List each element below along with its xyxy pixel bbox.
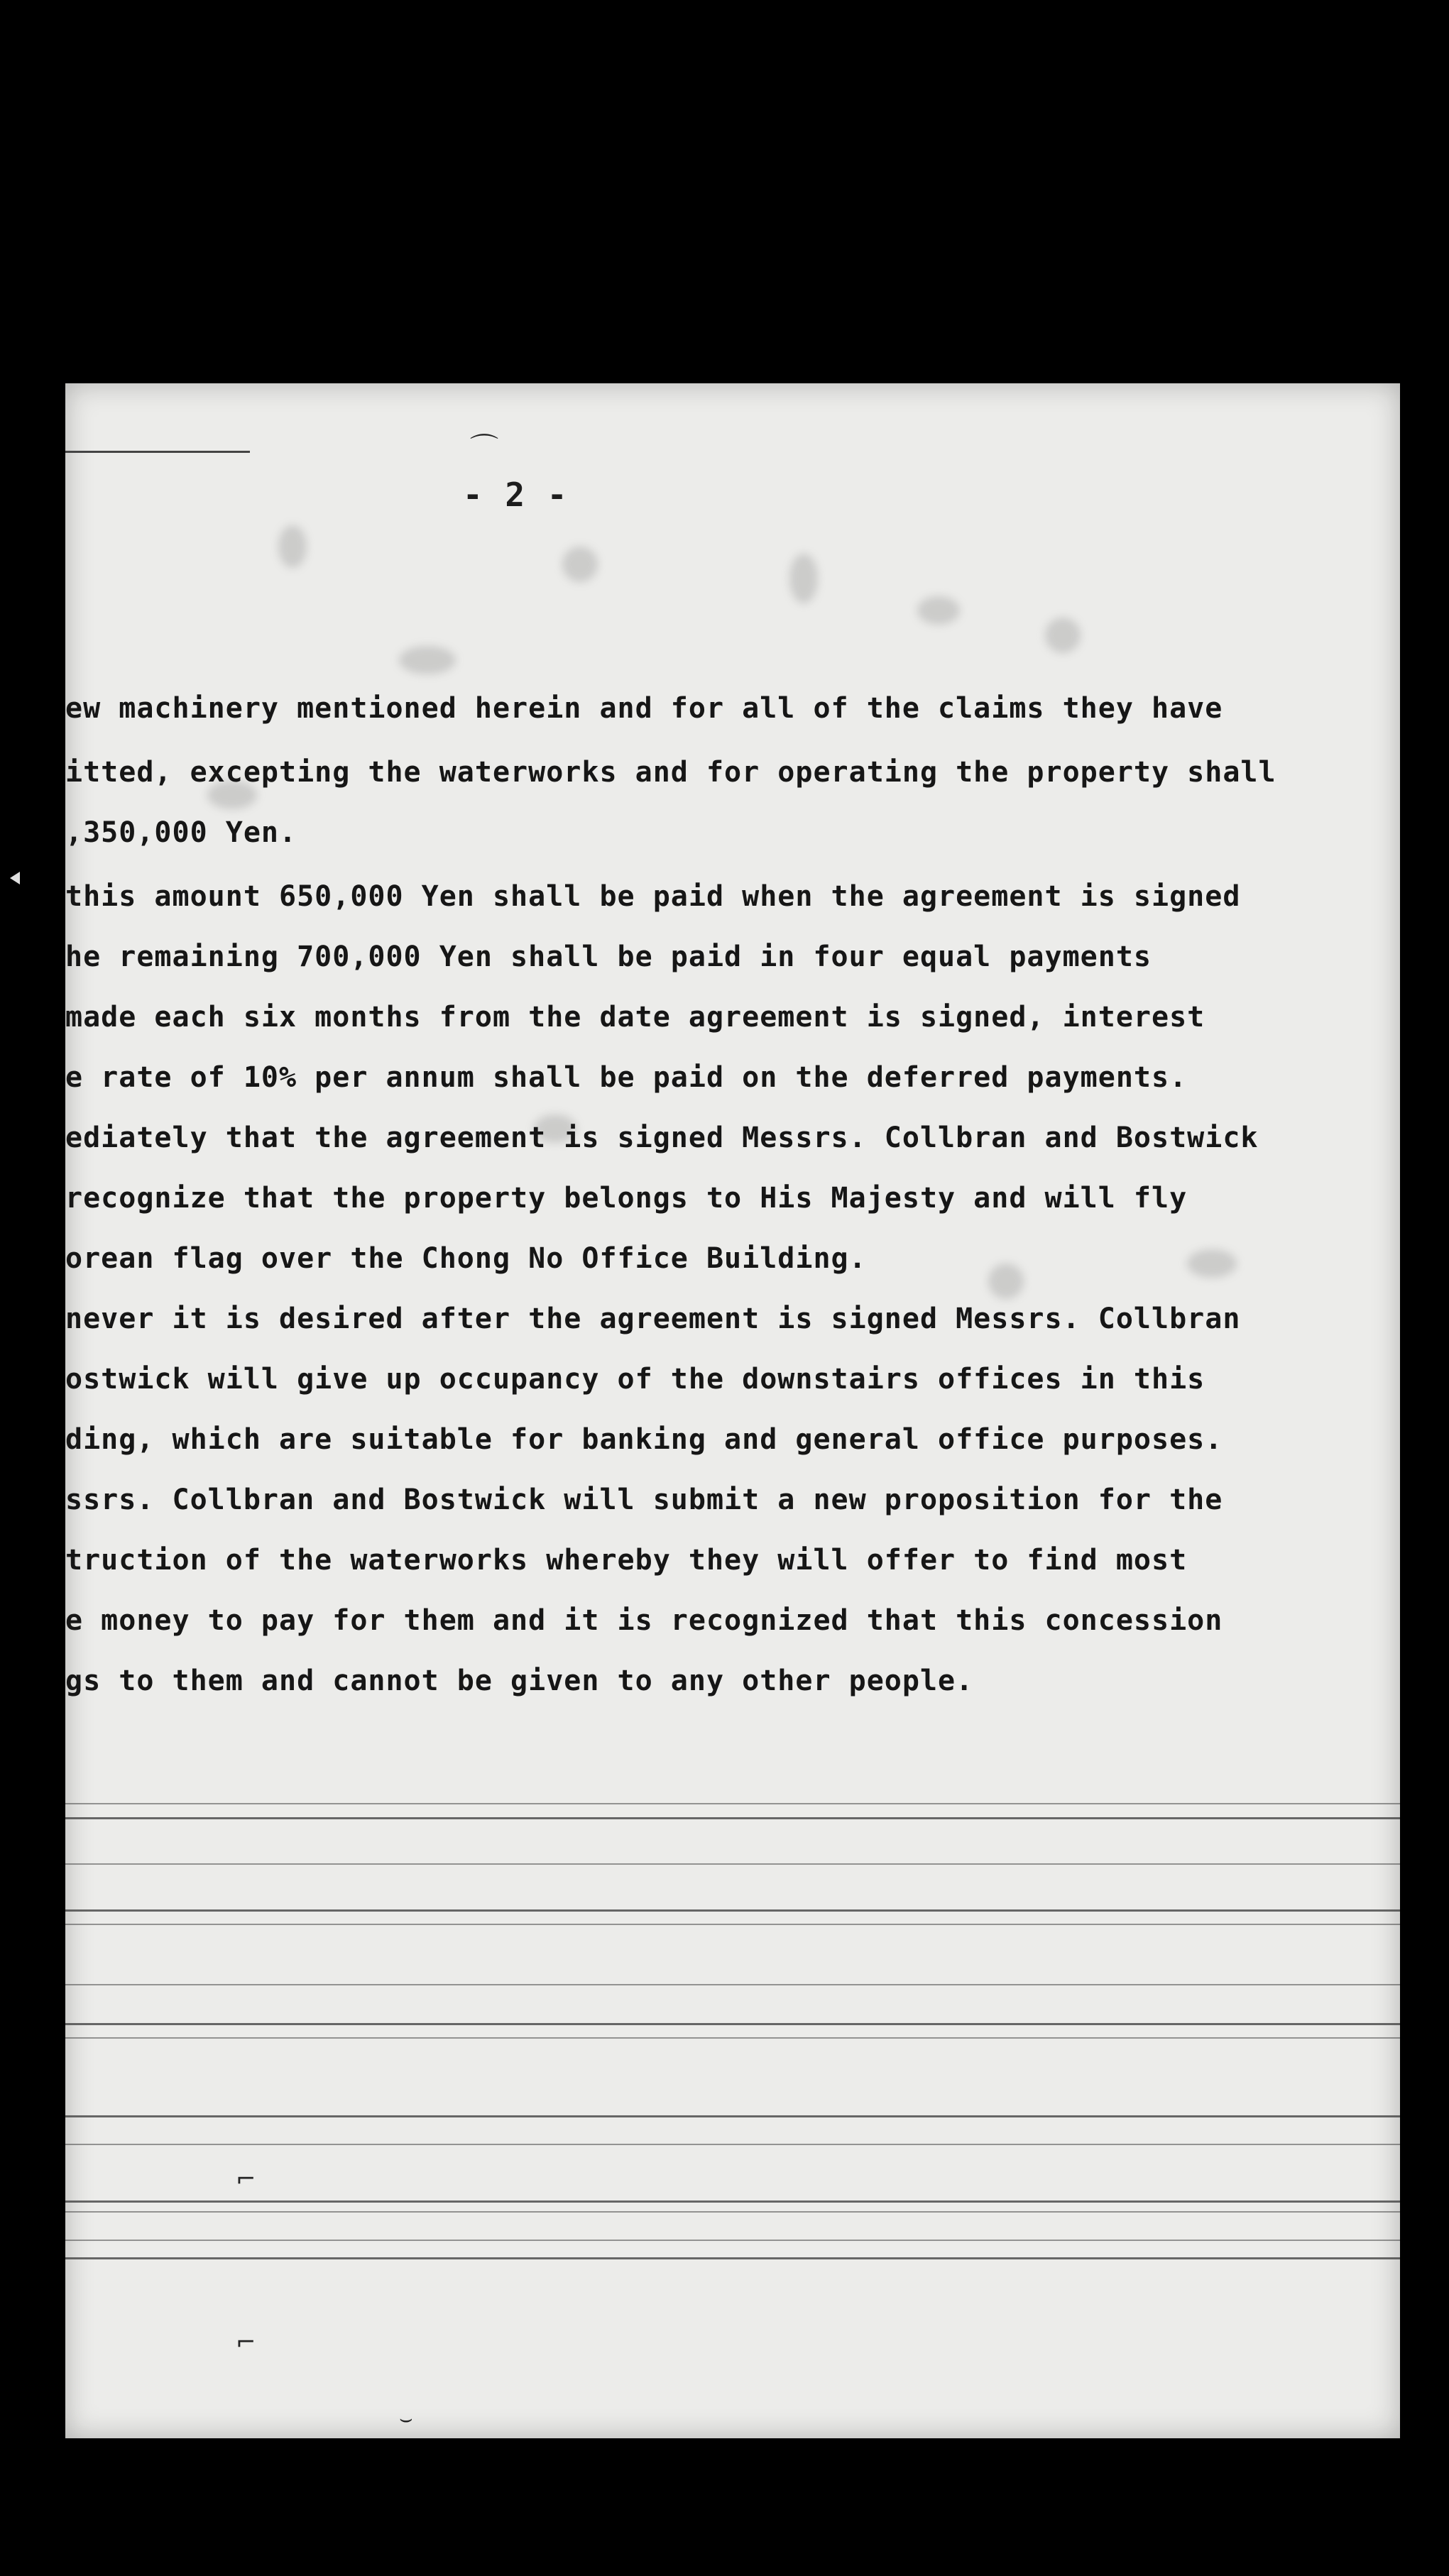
stain <box>399 646 456 674</box>
text-line: e money to pay for them and it is recognized that this concession <box>65 1604 1223 1637</box>
stain <box>789 554 818 603</box>
edge-marker <box>10 872 20 884</box>
text-line: ostwick will give up occupancy of the downstairs offices in this <box>65 1363 1205 1396</box>
text-line: ediately that the agreement is signed Messrs. Collbran and Bostwick <box>65 1122 1259 1154</box>
stain <box>917 596 960 625</box>
scan-line <box>65 1909 1400 1912</box>
document-page <box>65 383 1400 2438</box>
stain <box>988 1264 1024 1299</box>
scan-line <box>65 2115 1400 2117</box>
stain <box>562 547 598 582</box>
page-number: - 2 - <box>463 476 569 514</box>
scan-line <box>65 2037 1400 2039</box>
scan-line <box>65 1817 1400 1819</box>
text-line: itted, excepting the waterworks and for operating the property shall <box>65 756 1276 789</box>
scan-line <box>65 2257 1400 2259</box>
pen-mark: ⌣ <box>399 2406 413 2431</box>
scan-line <box>65 1984 1400 1985</box>
page-mark: ⌒ <box>470 432 498 465</box>
text-line: e rate of 10% per annum shall be paid on the deferred payments. <box>65 1061 1188 1094</box>
scan-line <box>65 2200 1400 2203</box>
stain <box>278 525 307 568</box>
text-line: truction of the waterworks whereby they will offer to find most <box>65 1544 1188 1577</box>
top-rule <box>65 451 250 453</box>
text-line: recognize that the property belongs to His Majesty and will fly <box>65 1182 1188 1215</box>
text-line: ssrs. Collbran and Bostwick will submit a new proposition for the <box>65 1484 1223 1516</box>
text-line: ew machinery mentioned herein and for all of the claims they have <box>65 692 1223 725</box>
text-line: ,350,000 Yen. <box>65 816 297 849</box>
scan-line <box>65 1863 1400 1865</box>
scan-line <box>65 1924 1400 1925</box>
text-line: he remaining 700,000 Yen shall be paid in four equal payments <box>65 941 1152 973</box>
scan-line <box>65 2240 1400 2241</box>
text-line: ding, which are suitable for banking and general office purposes. <box>65 1423 1223 1456</box>
text-line: this amount 650,000 Yen shall be paid when the agreement is signed <box>65 880 1241 913</box>
text-line: orean flag over the Chong No Office Building. <box>65 1242 867 1275</box>
stain <box>1187 1249 1237 1278</box>
stain <box>1045 618 1081 653</box>
scan-line <box>65 2023 1400 2025</box>
pen-mark: ⌐ <box>236 2165 256 2193</box>
text-line: never it is desired after the agreement is signed Messrs. Collbran <box>65 1303 1241 1335</box>
pen-mark: ⌐ <box>236 2328 256 2357</box>
scan-line <box>65 2211 1400 2213</box>
scan-line <box>65 2144 1400 2145</box>
text-line: made each six months from the date agreement is signed, interest <box>65 1001 1205 1034</box>
scan-line <box>65 1803 1400 1804</box>
text-line: gs to them and cannot be given to any other people. <box>65 1665 974 1697</box>
